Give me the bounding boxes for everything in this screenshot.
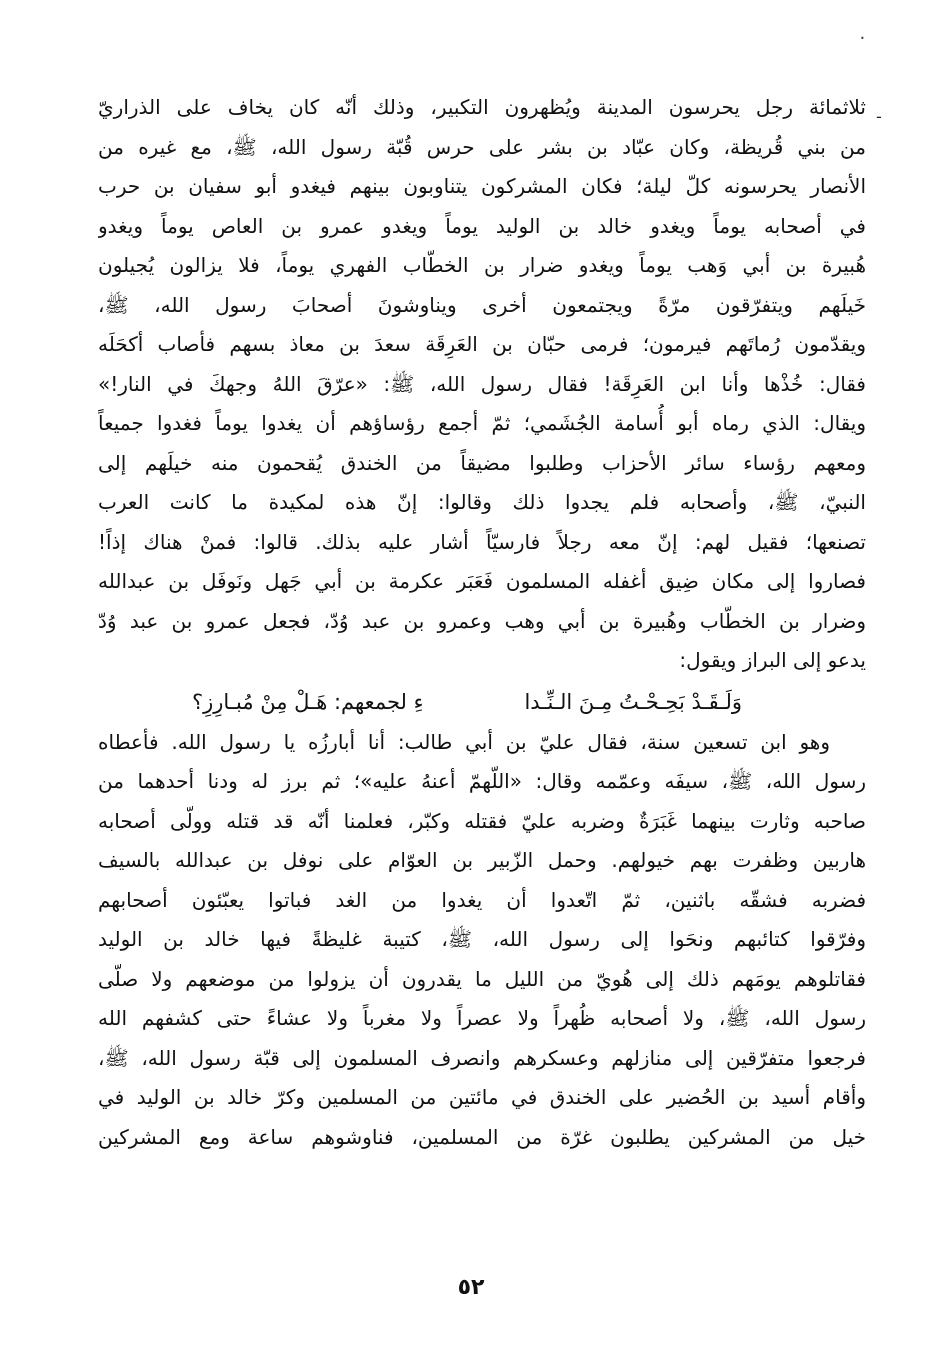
text-line: في أصحابه يوماً ويغدو خالد بن الوليد يوماً ويغدو عمرو بن العاص يوماً ويغدو <box>98 213 866 238</box>
text-line: رسول الله، ﷺ، سيفَه وعمّمه وقال: «اللّهمّ أعنهُ عليه»؛ ثم برز له ودنا أحدهما من <box>98 769 866 793</box>
text-line: ويقال: الذي رماه أبو أُسامة الجُشَمي؛ ثمّ أجمع رؤساؤهم أن يغدوا يوماً فغدوا جميعاً <box>98 411 866 435</box>
verse-first-hemistich: وَلَـقَـدْ بَحِـحْـتُ مِـنَ الـنِّـدا <box>524 689 742 714</box>
text-line: تصنعها؛ فقيل لهم: إنّ معه رجلاً فارسيّاً أشار عليه بذلك. قالوا: فمنْ هناك إذاً! <box>98 529 866 554</box>
text-line: خَيلَهم ويتفرّقون مرّةً ويجتمعون أخرى ويناوشونَ أصحابَ رسول الله، ﷺ، <box>98 292 866 317</box>
corner-mark: • <box>860 34 865 43</box>
text-line: وضرار بن الخطّاب وهُبيرة بن أبي وهب وعمرو بن عبد وُدّ، فجعل عمرو بن عبد وُدّ <box>98 608 866 633</box>
text-line: ومعهم رؤساء سائر الأحزاب وطلبوا مضيقاً من الخندق يُقحمون منه خيلَهم إلى <box>98 450 866 475</box>
margin-mark: - <box>876 107 882 126</box>
text-line: يدعو إلى البراز ويقول: <box>679 648 866 672</box>
text-line: وأقام أسيد بن الحُضير على الخندق في مائتين من المسلمين وكرّ خالد بن الوليد في <box>98 1085 866 1109</box>
text-line: خيل من المشركين يطلبون غرّة من المسلمين، فناوشوهم ساعة ومع المشركين <box>98 1124 866 1149</box>
text-line: فقاتلوهم يومَهم ذلك إلى هُويّ من الليل ما يقدرون أن يزولوا من موضعهم ولا صلّى <box>98 966 866 991</box>
text-line: فقال: خُذْها وأنا ابن العَرِقَة! فقال رسول الله، ﷺ: «عرّقَ اللهُ وجهكَ في النار!» <box>98 371 866 396</box>
text-line: فصاروا إلى مكان ضِيق أغفله المسلمون فَعَبَر عكرمة بن أبي جَهل ونَوفَل بن عبدالله <box>98 569 866 593</box>
text-line: ويقدّمون رُماتَهم فيرمون؛ فرمى حبّان بن العَرِقَة سعدَ بن معاذ بسهم فأصاب أكحَلَه <box>98 332 866 356</box>
text-line: وهو ابن تسعين سنة، فقال عليّ بن أبي طالب: أنا أبارزُه يا رسول الله. فأعطاه <box>98 729 830 754</box>
text-line: هُبيرة بن أبي وَهب يوماً ويغدو ضرار بن الخطّاب الفهري يوماً، فلا يزالون يُجيلون <box>98 253 866 277</box>
text-line: فرجعوا متفرّقين إلى منازلهم وعسكرهم وانصرف المسلمون إلى قبّة رسول الله، ﷺ، <box>98 1045 866 1070</box>
verse-second-hemistich: ءِ لجمعهم: هَـلْ مِنْ مُبـارِزِ؟ <box>192 689 424 714</box>
text-line: النبيّ، ﷺ، وأصحابه فلم يجدوا ذلك وقالوا: إنّ هذه لمكيدة ما كانت العرب <box>98 490 866 514</box>
text-line: ثلاثمائة رجل يحرسون المدينة ويُظهرون التكبير، وذلك أنّه كان يخاف على الذراريّ <box>98 95 866 119</box>
text-line: وفرّقوا كتائبهم ونحَوا إلى رسول الله، ﷺ، كتيبة غليظةً فيها خالد بن الوليد <box>98 927 866 951</box>
text-line: من بني قُريظة، وكان عبّاد بن بشر على حرس قُبّة رسول الله، ﷺ، مع غيره من <box>98 134 866 159</box>
poetry-verse <box>98 681 866 723</box>
text-line: الأنصار يحرسونه كلّ ليلة؛ فكان المشركون يتناوبون بينهم فيغدو أبو سفيان بن حرب <box>98 174 866 198</box>
text-line: فضربه فشقّه باثنين، ثمّ اتّعدوا أن يغدوا من الغد فباتوا يعبّئون أصحابهم <box>98 887 866 912</box>
text-line: رسول الله، ﷺ، ولا أصحابه ظُهراً ولا عصراً ولا مغرباً ولا عشاءً حتى كشفهم الله <box>98 1006 866 1030</box>
text-line: صاحبه وثارت بينهما غَبَرَةٌ وضربه عليّ فقتله وكبّر، فعلمنا أنّه قد قتله وولّى أصحابه <box>98 808 866 833</box>
text-line: هاربين وظفرت بهم خيولهم. وحمل الزّبير بن العوّام على نوفل بن عبدالله بالسيف <box>98 848 866 872</box>
page-number: ٥٢ <box>457 1275 485 1300</box>
body-text <box>98 88 866 1157</box>
